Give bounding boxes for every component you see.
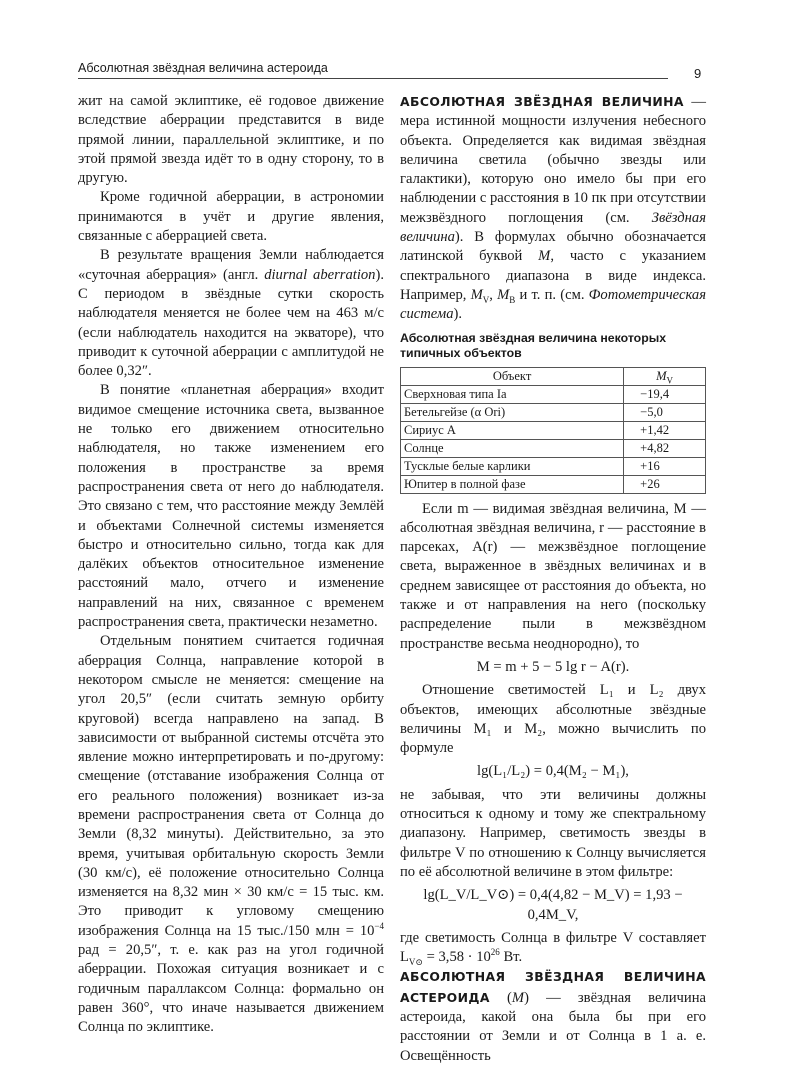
paragraph: не забывая, что эти величины должны относиться к одному и тому же спектральному диапазону. Например, светимость звезды в фильтре V по отношению к Солнцу вычисляется по её абсолютной величине в этом фильтре: <box>400 786 706 880</box>
entry-term: АБСОЛЮТНАЯ ЗВЁЗДНАЯ ВЕЛИЧИНА <box>400 94 684 109</box>
formula-luminosity-v: lg(L_V/L_V⊙) = 0,4(4,82 − M_V) = 1,93 − 0,4M_V, <box>423 887 683 923</box>
paragraph: Отношение светимостей L₁ и L₂ двух объектов, имеющих абсолютные звёздные величины M₁ и M₂, можно вычислить по формуле <box>400 682 706 757</box>
english-term: diurnal aberration <box>264 266 376 283</box>
table-header-mv: $M_V$ <box>624 367 706 385</box>
paragraph: Кроме годичной аберрации, в астрономии принимаются в учёт и другие явления, связанные с аберрацией света. <box>78 189 384 245</box>
running-title: Абсолютная звёздная величина астероида <box>78 61 328 75</box>
table-row: Солнце +4,82 <box>401 439 706 457</box>
paragraph: Отдельным понятием считается годичная аберрация Солнца, направление которой в некотором смысле не меняется: смещение на угол 20,5″ (если считать земную орбиту круговой) всегда направлено на запад. В зависимости от выбранной системы отсчёта это явление можно интерпретировать и по-другому: смещение (отставание изображения Солнца от его реального положения) возникает из-за времени распространения света от Солнца до Земли (8,32 минуты). Действительно, за это время, учитывая орбитальную скорость Земли (30 км/с), её положение относительно Солнца изменяется на 8,32 мин × 30 км/с = 15 тыс. км. Это приводит к угловому смещению изображения Солнца на 15 тыс./150 млн = $10^{-4}$ рад = 20,5″, т. е. как раз на угол годичной аберрации. Похожая ситуация возникает и с годичным параллаксом Солнца: формально он равен 360°, что иначе называется движением Солнца по эклиптике. <box>78 633 384 1036</box>
entry-term: АБСОЛЮТНАЯ ЗВЁЗДНАЯ ВЕЛИЧИНА АСТЕРОИДА <box>400 969 706 1005</box>
paragraph: где светимость Солнца в фильтре V составляет $L_{V⊙} = 3,58 \cdot 10^{26}$ Вт. <box>400 929 706 967</box>
table-row: Сириус A +1,42 <box>401 421 706 439</box>
table-row: Тусклые белые карлики +16 <box>401 457 706 475</box>
cross-reference: Звёздная величина <box>400 209 706 246</box>
paragraph: В понятие «планетная аберрация» входит видимое смещение источника света, вызванное не только его движением относительно наблюдателя, но также изменением его положения в пространстве за время распространения света от него до наблюдателя. Это связано с тем, что расстояние между Землёй и объектами Солнечной системы изменяется быстро и относительно сильно, тогда как для далёких объектов относительное изменение расстояний мало, отчего и изменение направлений на них, связанное с временем распространения света, практически незаметно. <box>78 382 384 631</box>
page-number: 9 <box>694 66 702 81</box>
magnitude-table <box>400 367 706 494</box>
paragraph: В результате вращения Земли наблюдается «суточная аберрация» (англ. diurnal aberration). С периодом в звёздные сутки скорость наблюдателя меняется не более чем на 463 м/с (если наблюдатель находится на экваторе), что приводит к суточной аберрации с амплитудой не более 0,32″. <box>78 247 384 380</box>
formula-luminosity-ratio: lg(L₁/L₂) = 0,4(M₂ − M₁), <box>477 763 629 780</box>
running-header <box>78 60 668 79</box>
table-row: Сверхновая типа Ia −19,4 <box>401 385 706 403</box>
paragraph: Если m — видимая звёздная величина, M — абсолютная звёздная величина, r — расстояние в парсеках, A(r) — межзвёздное поглощение света, выраженное в звёздных величинах и в среднем зависящее от расстояния до объекта, но также и от направления на него (поскольку распределение пыли в межзвёздном пространстве весьма неоднородно), то <box>400 500 706 652</box>
cross-reference: Фотометрическая система <box>400 286 706 323</box>
entry-absolute-magnitude: АБСОЛЮТНАЯ ЗВЁЗДНАЯ ВЕЛИЧИНА — мера истинной мощности излучения небесного объекта. Определяется как видимая звёздная величина светила (обычно звезды или галактики), которую оно имело бы при его наблюдении с расстояния в 10 пк при отсутствии межзвёздного поглощения (см. Звёздная величина). В формулах обычно обозначается латинской буквой M, часто с указанием спектрального диапазона в виде индекса. Например, $M_V$, $M_B$ и т. п. (см. Фотометрическая система). <box>400 94 707 323</box>
right-column <box>400 92 706 1066</box>
table-caption: Абсолютная звёздная величина некоторых типичных объектов <box>400 330 667 360</box>
left-column <box>78 92 384 1038</box>
entry-asteroid-magnitude: АБСОЛЮТНАЯ ЗВЁЗДНАЯ ВЕЛИЧИНА АСТЕРОИДА (M) — звёздная величина астероида, какой она была бы при его расстоянии от Земли и от Солнца в 1 а. е. Освещённость <box>400 969 706 1064</box>
formula-distance-modulus: M = m + 5 − 5 lg r − A(r). <box>476 658 630 675</box>
table-header-object: Объект <box>401 367 624 385</box>
table-row: Бетельгейзе (α Ori) −5,0 <box>401 403 706 421</box>
paragraph: жит на самой эклиптике, её годовое движение вследствие аберрации представится в виде прямой линии, параллельной эклиптике, и по этой прямой звезда идёт то в одну сторону, то в другую. <box>78 93 384 187</box>
table-row: Юпитер в полной фазе +26 <box>401 475 706 493</box>
